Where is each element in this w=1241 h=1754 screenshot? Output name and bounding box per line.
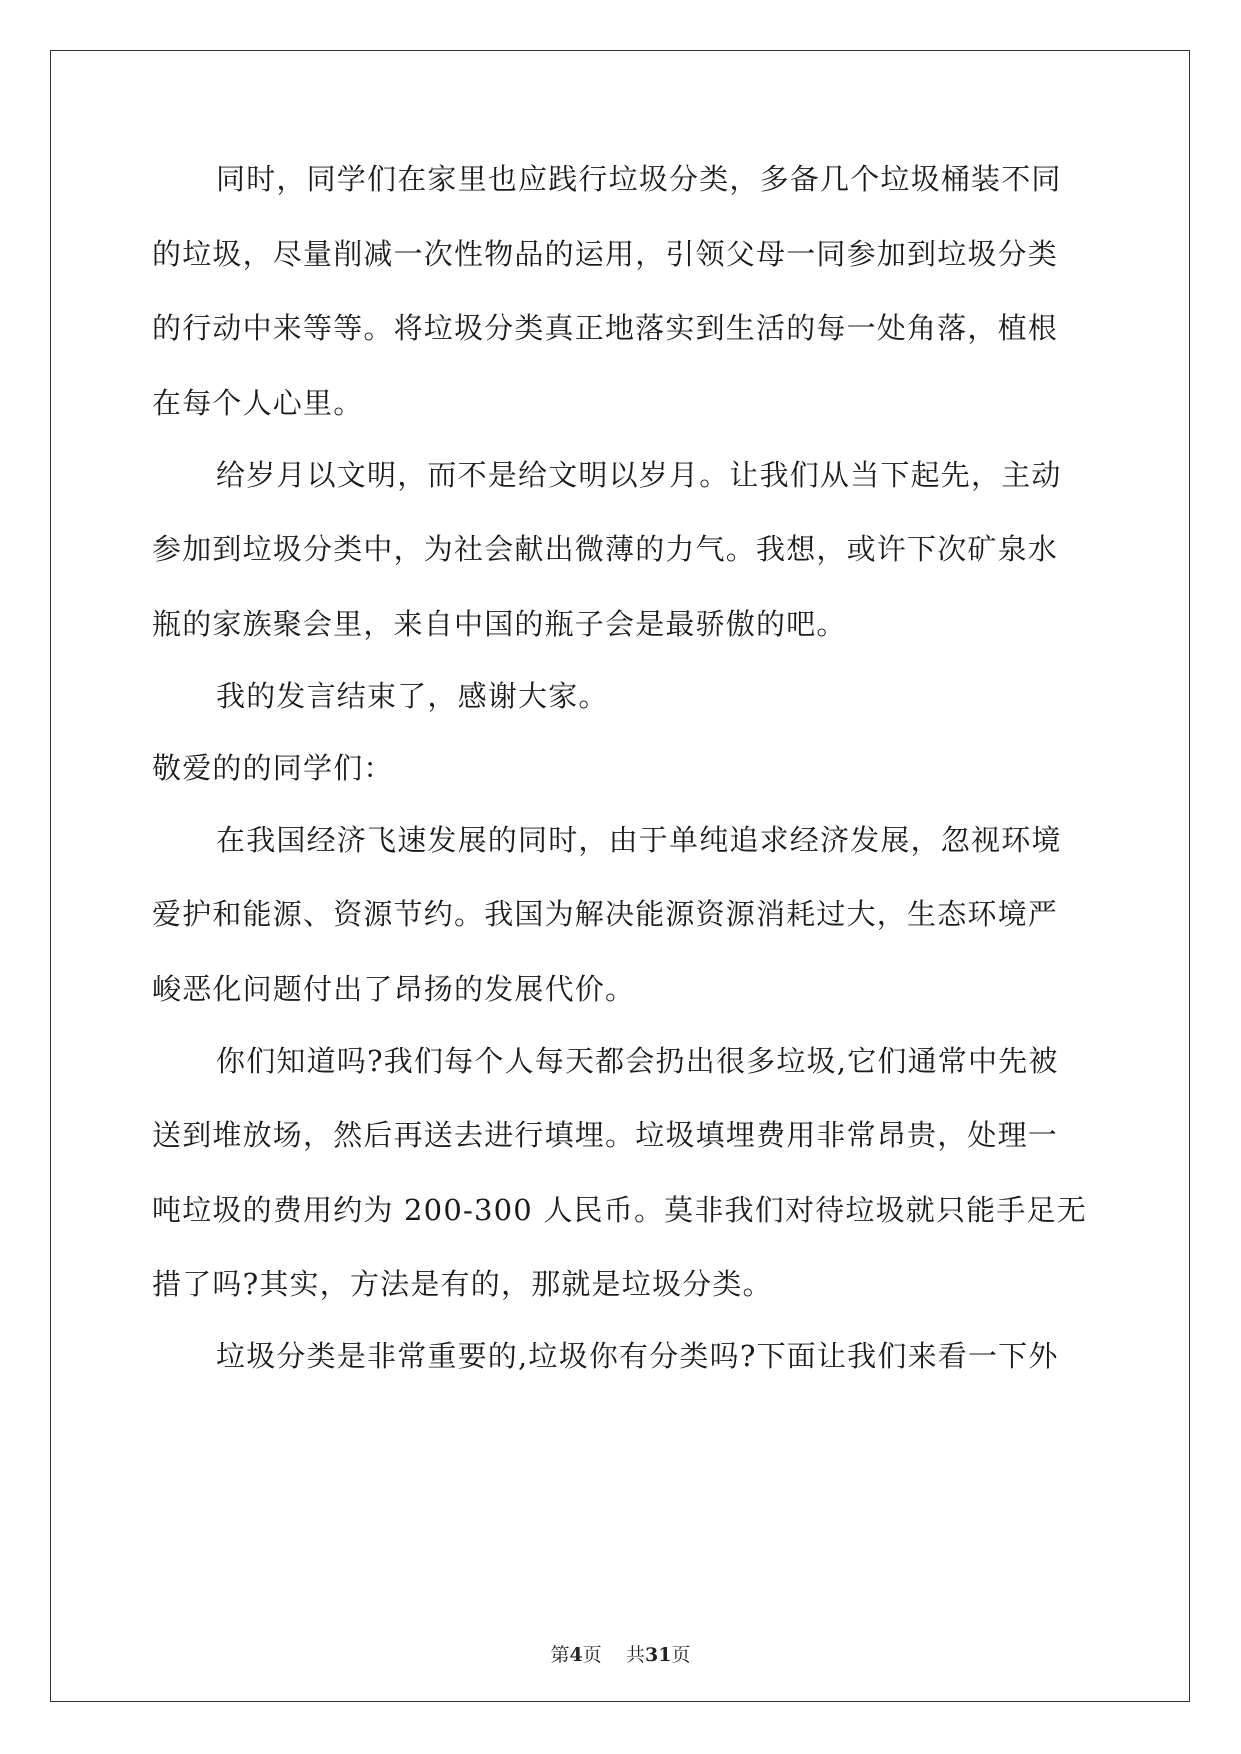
paragraph-line: 措了吗?其实，方法是有的，那就是垃圾分类。 [152, 1267, 773, 1301]
paragraph-line: 的行动中来等等。将垃圾分类真正地落实到生活的每一处角落，植根 [152, 311, 1059, 345]
total-suffix: 页 [671, 1644, 691, 1666]
paragraph-line: 峻恶化问题付出了昂扬的发展代价。 [152, 971, 636, 1006]
paragraph-line-first: 我的发言结束了，感谢大家。 [216, 678, 609, 713]
paragraph-line: 参加到垃圾分类中，为社会献出微薄的力气。我想，或许下次矿泉水 [152, 532, 1059, 566]
paragraph-line: 在每个人心里。 [152, 385, 364, 420]
paragraph-line-first: 垃圾分类是非常重要的,垃圾你有分类吗?下面让我们来看一下外 [216, 1339, 1059, 1373]
paragraph-line-first: 在我国经济飞速发展的同时，由于单纯追求经济发展，忽视环境 [216, 822, 1062, 857]
paragraph-line: 瓶的家族聚会里，来自中国的瓶子会是最骄傲的吧。 [152, 606, 847, 641]
page-footer [0, 1640, 1241, 1667]
paragraph-line: 送到堆放场，然后再送去进行填埋。垃圾填埋费用非常昂贵，处理一 [152, 1118, 1059, 1152]
page-suffix: 页 [582, 1644, 602, 1666]
paragraph-line-first: 给岁月以文明，而不是给文明以岁月。让我们从当下起先，主动 [216, 457, 1062, 492]
page-prefix: 第 [550, 1644, 570, 1666]
paragraph-line: 吨垃圾的费用约为 200-300 人民币。莫非我们对待垃圾就只能手足无 [152, 1192, 1087, 1227]
page-border [50, 50, 1190, 1702]
paragraph-line-first: 你们知道吗?我们每个人每天都会扔出很多垃圾,它们通常中先被 [216, 1043, 1059, 1078]
total-pages: 31 [644, 1644, 672, 1666]
paragraph-line: 的垃圾，尽量削减一次性物品的运用，引领父母一同参加到垃圾分类 [152, 236, 1059, 271]
total-prefix: 共 [625, 1644, 645, 1666]
paragraph-line: 爱护和能源、资源节约。我国为解决能源资源消耗过大，生态环境严 [152, 897, 1059, 931]
page-number: 4 [569, 1644, 583, 1666]
paragraph-line-first: 同时，同学们在家里也应践行垃圾分类，多备几个垃圾桶装不同 [216, 162, 1062, 196]
paragraph-line-first: 敬爱的的同学们： [152, 750, 394, 785]
